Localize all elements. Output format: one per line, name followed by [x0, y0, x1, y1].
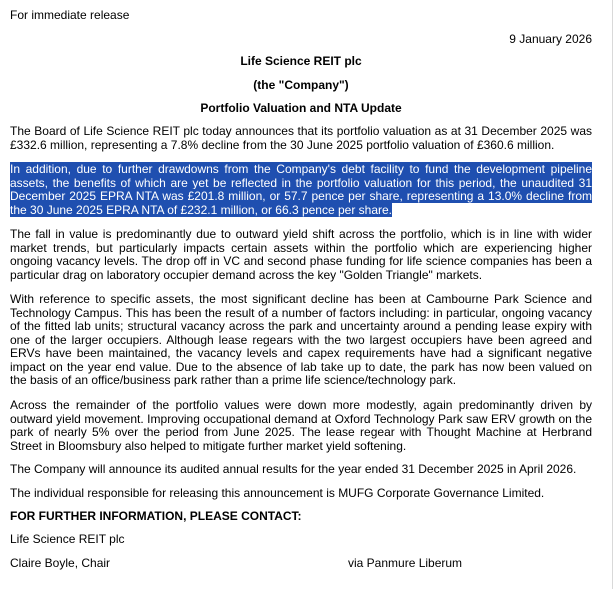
paragraph-annual-results: The Company will announce its audited annual results for the year ended 31 December 2025 in April 2026. — [10, 462, 577, 476]
paragraph-nta-selected[interactable] — [10, 163, 592, 217]
paragraph-value-fall: The fall in value is predominantly due to outward yield shift across the portfolio, which is in line with wider market trends, but particularly impacts certain assets within the portfolio which are experiencing higher ongoing vacancy levels. The drop off in VC and second phase funding for life science companies has been a particular drag on laboratory occupier demand across the key "Golden Triangle" markets. — [10, 227, 592, 282]
contact-person: Claire Boyle, Chair — [10, 556, 111, 570]
paragraph-remainder: Across the remainder of the portfolio values were down more modestly, again predominantly driven by outward yield movement. Improving occupational demand at Oxford Technology Park saw ERV growth on the park of nearly 5% over the period from June 2025. The lease regear with Thought Machine at Herbrand Street in Bloomsbury also helped to mitigate further market yield softening. — [10, 398, 592, 453]
page-title: Portfolio Valuation and NTA Update — [200, 101, 402, 115]
company-alias: (the "Company") — [253, 78, 349, 92]
paragraph-valuation: The Board of Life Science REIT plc today announces that its portfolio valuation as at 31 December 2025 was £332.6 million, representing a 7.8% decline from the 30 June 2025 portfolio valuation of £360.6 million. — [10, 124, 592, 152]
paragraph-responsible: The individual responsible for releasing this announcement is MUFG Corporate Governance Limited. — [10, 486, 545, 500]
paragraph-specific-assets: With reference to specific assets, the most significant decline has been at Cambourne Park Science and Technology Campus. This has been the result of a number of factors including: in particular, ongoing vacancy of the fitted lab units; structural vacancy across the park and uncertainty around a pending lease expiry with one of the larger occupiers. Although lease regears with the two largest occupiers have been agreed and ERVs have been maintained, the vacancy levels and capex requirements have had a significant negative impact on the year end value. Due to the absence of lab take up to date, the park has now been valued on the basis of an office/business park rather than a prime life science/technology park. — [10, 292, 592, 387]
contact-via: via Panmure Liberum — [348, 556, 463, 570]
contact-org: Life Science REIT plc — [10, 532, 125, 546]
contact-heading: FOR FURTHER INFORMATION, PLEASE CONTACT: — [10, 509, 302, 523]
company-name: Life Science REIT plc — [240, 54, 362, 68]
selected-text[interactable]: In addition, due to further drawdowns from the Company's debt facility to fund the development pipeline assets, the benefits of which are yet be reflected in the portfolio valuation for this period, the unaudited 31 December 2025 EPRA NTA was £201.8 million, or 57.7 pence per share, representing a 13.0% decline from the 30 June 2025 EPRA NTA of £232.1 million, or 66.3 pence per share. — [10, 162, 592, 217]
release-label: For immediate release — [10, 8, 130, 22]
release-date: 9 January 2026 — [509, 32, 592, 46]
